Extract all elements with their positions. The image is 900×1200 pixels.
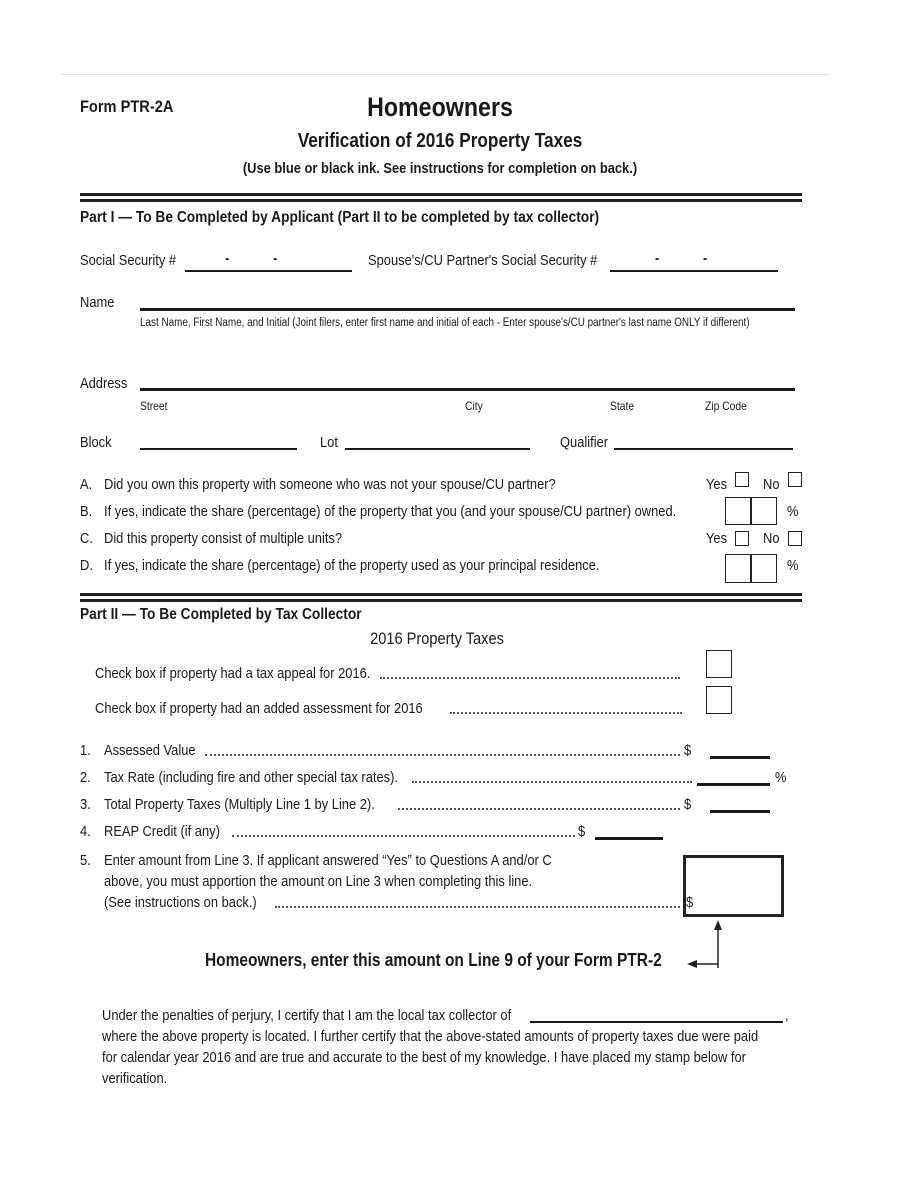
divider [80, 193, 802, 196]
ssn-dash: - [703, 250, 708, 267]
arrow-icon [685, 918, 730, 970]
qualifier-field[interactable] [614, 448, 793, 450]
line-number: 4. [80, 823, 91, 840]
dot-leader [205, 754, 680, 756]
added-assessment-label: Check box if property had an added assessment for 2016 [95, 700, 423, 717]
municipality-field[interactable] [530, 1021, 783, 1023]
form-subtitle: Verification of 2016 Property Taxes [297, 130, 583, 152]
lot-label: Lot [320, 434, 338, 451]
question-a-no-checkbox[interactable] [788, 472, 802, 487]
block-field[interactable] [140, 448, 297, 450]
spouse-ssn-field[interactable] [610, 270, 778, 272]
dot-leader [275, 906, 680, 908]
ssn-dash: - [225, 250, 230, 267]
certification-text: verification. [102, 1070, 168, 1087]
form-id: Form PTR-2A [80, 97, 174, 116]
dot-leader [380, 677, 680, 679]
line-2-label: Tax Rate (including fire and other special tax rates). [104, 769, 398, 786]
line-number: 3. [80, 796, 91, 813]
homeowners-note: Homeowners, enter this amount on Line 9 of your Form PTR-2 [205, 950, 662, 970]
dot-leader [450, 712, 682, 714]
tax-appeal-label: Check box if property had a tax appeal for 2016. [95, 665, 371, 682]
qualifier-label: Qualifier [560, 434, 609, 451]
dollar-sign: $ [684, 796, 692, 813]
percent-sign: % [787, 503, 799, 520]
question-c-yes-checkbox[interactable] [735, 531, 749, 546]
zip-caption: Zip Code [705, 399, 747, 413]
question-text: If yes, indicate the share (percentage) of the property that you (and your spouse/CU partner) owned. [104, 503, 677, 520]
dollar-sign: $ [684, 742, 692, 759]
tax-appeal-checkbox[interactable] [706, 650, 732, 678]
line-number: 1. [80, 742, 91, 759]
yes-label: Yes [706, 530, 728, 547]
question-letter: B. [80, 503, 93, 520]
yes-label: Yes [706, 476, 728, 493]
city-caption: City [465, 399, 483, 413]
line-number: 5. [80, 852, 91, 869]
part2-heading: Part II — To Be Completed by Tax Collector [80, 606, 362, 623]
dollar-sign: $ [578, 823, 586, 840]
assessed-value-field[interactable] [710, 756, 770, 759]
block-label: Block [80, 434, 112, 451]
street-caption: Street [140, 399, 168, 413]
question-a-yes-checkbox[interactable] [735, 472, 749, 487]
certification-text: for calendar year 2016 and are true and accurate to the best of my knowledge. I have placed my stamp below for [102, 1049, 746, 1066]
line-number: 2. [80, 769, 91, 786]
dot-leader [398, 808, 680, 810]
question-d-percent-digit[interactable] [751, 554, 777, 583]
dot-leader [232, 835, 575, 837]
ink-instructions: (Use blue or black ink. See instructions for completion on back.) [242, 160, 638, 177]
divider [80, 599, 802, 602]
tax-rate-field[interactable] [697, 783, 770, 786]
lot-field[interactable] [345, 448, 530, 450]
name-field[interactable] [140, 308, 795, 311]
ssn-dash: - [655, 250, 660, 267]
no-label: No [763, 476, 780, 493]
added-assessment-checkbox[interactable] [706, 686, 732, 714]
line-3-label: Total Property Taxes (Multiply Line 1 by Line 2). [104, 796, 375, 813]
ssn-label: Social Security # [80, 252, 177, 269]
page-edge [60, 74, 830, 75]
line-1-label: Assessed Value [104, 742, 196, 759]
address-label: Address [80, 375, 128, 392]
name-caption: Last Name, First Name, and Initial (Joint filers, enter first name and initial of each - Enter spouse's/CU partner's last name ONLY if different) [140, 317, 750, 329]
dot-leader [412, 781, 692, 783]
question-c-no-checkbox[interactable] [788, 531, 802, 546]
question-letter: D. [80, 557, 93, 574]
no-label: No [763, 530, 780, 547]
question-text: Did this property consist of multiple units? [104, 530, 343, 547]
ssn-dash: - [273, 250, 278, 267]
question-d-percent-digit[interactable] [725, 554, 751, 583]
line-5-amount-box[interactable] [683, 855, 784, 917]
question-letter: A. [80, 476, 93, 493]
line-5-label: Enter amount from Line 3. If applicant answered “Yes” to Questions A and/or C [104, 852, 552, 869]
certification-text: where the above property is located. I further certify that the above-stated amounts of property taxes due were paid [102, 1028, 759, 1045]
total-taxes-field[interactable] [710, 810, 770, 813]
reap-credit-field[interactable] [595, 837, 663, 840]
line-5-label: above, you must apportion the amount on Line 3 when completing this line. [104, 873, 533, 890]
part1-heading: Part I — To Be Completed by Applicant (Part II to be completed by tax collector) [80, 209, 600, 226]
dollar-sign: $ [686, 894, 694, 911]
certification-text: , [785, 1007, 789, 1024]
question-b-percent-digit[interactable] [751, 497, 777, 525]
divider [80, 199, 802, 202]
line-5-label: (See instructions on back.) [104, 894, 257, 911]
ssn-field[interactable] [185, 270, 352, 272]
question-letter: C. [80, 530, 93, 547]
divider [80, 593, 802, 596]
line-4-label: REAP Credit (if any) [104, 823, 220, 840]
state-caption: State [610, 399, 635, 413]
question-b-percent-digit[interactable] [725, 497, 751, 525]
form-title: Homeowners [367, 92, 513, 122]
part2-subheading: 2016 Property Taxes [370, 629, 504, 648]
question-text: Did you own this property with someone who was not your spouse/CU partner? [104, 476, 556, 493]
question-text: If yes, indicate the share (percentage) of the property used as your principal residence. [104, 557, 600, 574]
percent-sign: % [787, 557, 799, 574]
name-label: Name [80, 294, 115, 311]
spouse-ssn-label: Spouse's/CU Partner's Social Security # [368, 252, 598, 269]
address-field[interactable] [140, 388, 795, 391]
percent-sign: % [775, 769, 787, 786]
certification-text: Under the penalties of perjury, I certify that I am the local tax collector of [102, 1007, 512, 1024]
